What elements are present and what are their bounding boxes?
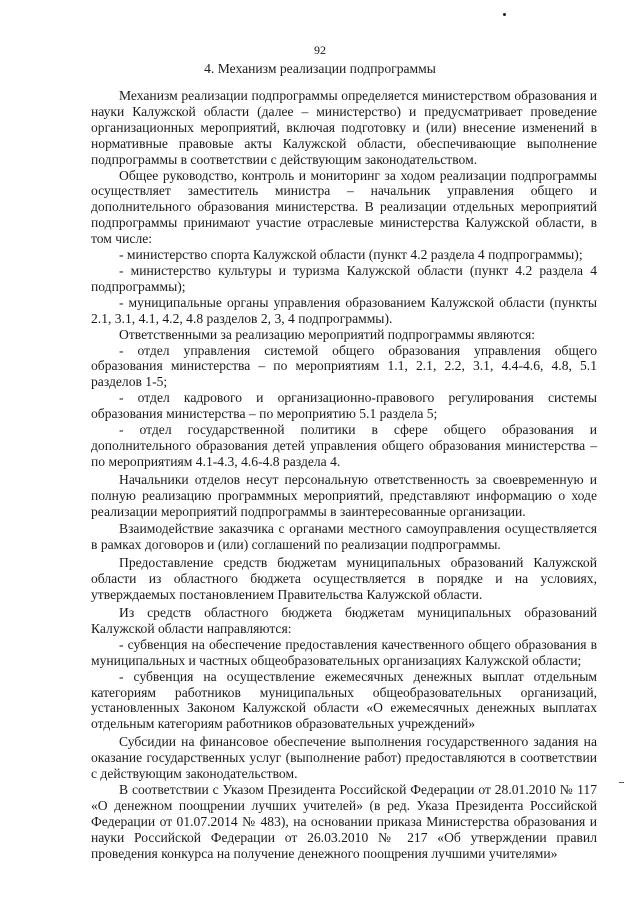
scan-speck <box>503 13 506 16</box>
page-number: 92 <box>314 43 326 57</box>
paragraph-responsible: Ответственными за реализацию мероприятий подпрограммы являются: <box>119 326 536 342</box>
section-heading: 4. Механизм реализации подпрограммы <box>204 61 436 76</box>
paragraph-subsidies: Субсидии на финансовое обеспечение выполнения государственного задания на оказание государственных услуг (выполнение работ) предоставляются в соответствии с действующим законодательством. <box>91 734 597 782</box>
list-item-policy-dept: - отдел государственной политики в сфере общего образования и дополнительного образования детей управления общего образования министерства – по мероприятиям 4.1-4.3, 4.6-4.8 раздела 4. <box>91 422 597 469</box>
paragraph-budget-provision: Предоставление средств бюджетам муниципальных образований Калужской области из областного бюджета осуществляется в порядке и на условиях, утверждаемых постановлением Правительства Калужской области. <box>91 555 597 603</box>
list-item-sport-ministry: - министерство спорта Калужской области (пункт 4.2 раздела 4 подпрограммы); <box>119 247 583 263</box>
list-item-general-education-dept: - отдел управления системой общего образования управления общего образования министерства – по мероприятиям 1.1, 2.1, 2.2, 3.1, 4.4-4.6, 4.8, 5.1 разделов 1-5; <box>91 342 597 390</box>
paragraph-dept-heads: Начальники отделов несут персональную ответственность за своевременную и полную реализацию программных мероприятий, представляют информацию о ходе реализации мероприятий подпрограммы в заинтересованные организации. <box>91 471 597 519</box>
list-item-subvention-payments: - субвенция на осуществление ежемесячных денежных выплат отдельным категориям работников муниципальных общеобразовательных организаций, установленных Законом Калужской области «О ежемесячных денежных выплатах отдельным категориям работников образовательных учреждений» <box>91 668 597 732</box>
paragraph-presidential-decree: В соответствии с Указом Президента Российской Федерации от 28.01.2010 № 117 «О денежном поощрении лучших учителей» (в ред. Указа Президента Российской Федерации от 01.07.2014 № 483), на основании приказа Министерства образования и науки Российской Федерации от 26.03.2010 № 217 «Об утверждении правил проведения конкурса на получение денежного поощрения лучшими учителями» <box>91 781 597 861</box>
list-item-subvention-quality: - субвенция на обеспечение предоставления качественного общего образования в муниципальных и частных общеобразовательных организациях Калужской области; <box>91 636 597 668</box>
paragraph-interaction: Взаимодействие заказчика с органами местного самоуправления осуществляется в рамках договоров и (или) соглашений по реализации подпрограммы. <box>91 521 597 553</box>
margin-mark <box>619 782 624 783</box>
list-item-municipal-bodies: - муниципальные органы управления образованием Калужской области (пункты 2.1, 3.1, 4.1, 4.2, 4.8 разделов 2, 3, 4 подпрограммы). <box>91 294 597 326</box>
list-item-culture-ministry: - министерство культуры и туризма Калужской области (пункт 4.2 раздела 4 подпрограммы); <box>91 262 597 294</box>
list-item-personnel-dept: - отдел кадрового и организационно-правового регулирования системы образования министерства – по мероприятию 5.1 раздела 5; <box>91 390 597 422</box>
paragraph-mechanism: Механизм реализации подпрограммы определяется министерством образования и науки Калужской области (далее – министерство) и предусматривает проведение организационных мероприятий, включая подготовку и (или) внесение изменений в нормативные правовые акты Калужской области, обеспечивающие выполнение подпрограммы в соответствии с действующим законодательством. <box>91 88 597 167</box>
paragraph-general-management: Общее руководство, контроль и мониторинг за ходом реализации подпрограммы осуществляет заместитель министра – начальник управления общего и дополнительного образования министерства. В реализации отдельных мероприятий подпрограммы принимают участие отраслевые министерства Калужской области, в том числе: <box>91 167 597 247</box>
paragraph-regional-budget: Из средств областного бюджета бюджетам муниципальных образований Калужской области направляются: <box>91 605 597 636</box>
document-body <box>91 88 597 862</box>
